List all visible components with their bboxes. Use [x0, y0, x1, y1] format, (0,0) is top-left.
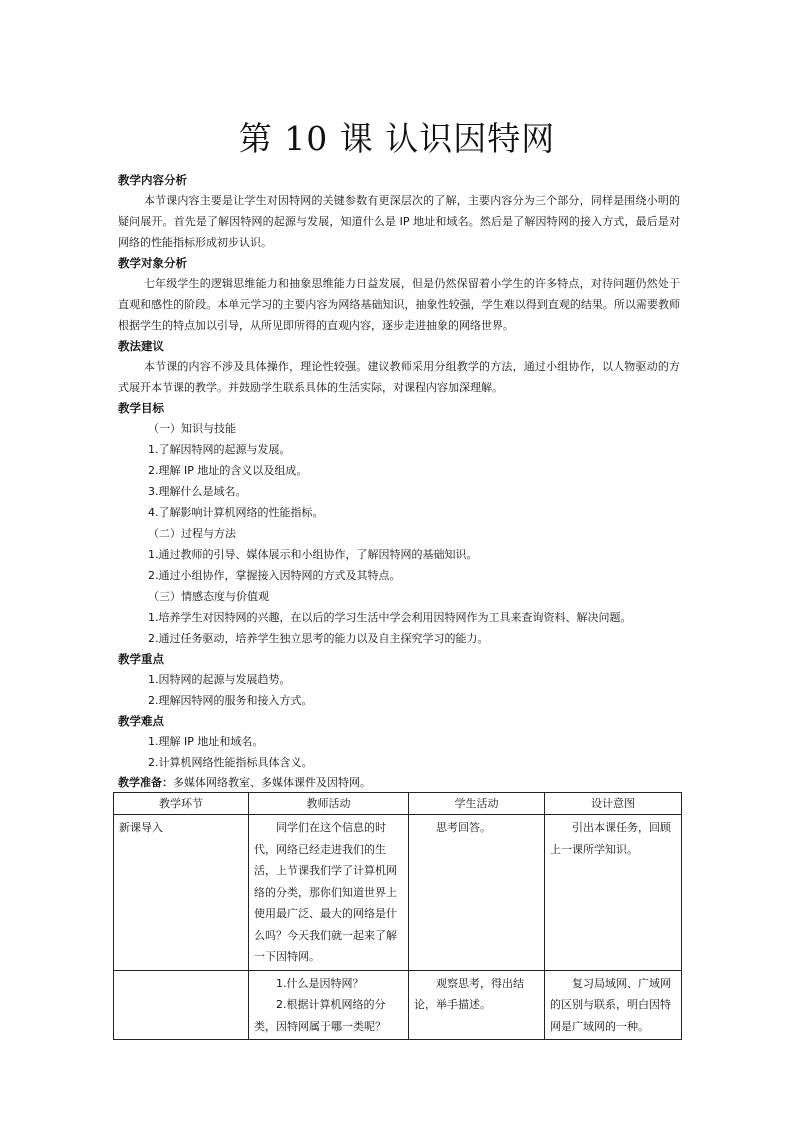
column-header-stage: 教学环节: [114, 793, 249, 815]
heading-teaching-suggestion: 教法建议: [118, 339, 164, 353]
heading-content-analysis: 教学内容分析: [118, 173, 187, 187]
key-point-item: 2.理解因特网的服务和接入方式。: [148, 694, 313, 707]
column-header-teacher: 教师活动: [249, 793, 409, 815]
lesson-content: [118, 170, 680, 793]
content-analysis-text: 本节课内容主要是让学生对因特网的关键参数有更深层次的了解，主要内容分为三个部分，同样是围绕小明的疑问展开。首先是了解因特网的起源与发展，知道什么是 IP 地址和域名。然后是了解因特网的接入方式，最后是对网络的性能指标形成初步认识。: [118, 194, 680, 249]
heading-object-analysis: 教学对象分析: [118, 256, 187, 270]
design-intent-cell: 引出本课任务，回顾上一课所学知识。: [545, 815, 682, 971]
goal-item: 1.通过教师的引导、媒体展示和小组协作，了解因特网的基础知识。: [148, 548, 478, 561]
preparation-label: 教学准备：: [118, 776, 173, 789]
difficult-point-item: 1.理解 IP 地址和域名。: [148, 735, 264, 748]
goal-item: 1.了解因特网的起源与发展。: [148, 443, 291, 456]
object-analysis-text: 七年级学生的逻辑思维能力和抽象思维能力日益发展，但是仍然保留着小学生的许多特点，对待问题仍然处于直观和感性的阶段。本单元学习的主要内容为网络基础知识，抽象性较强，学生难以得到直观的结果。所以需要教师根据学生的特点加以引导，从所见即所得的直观内容，逐步走进抽象的网络世界。: [118, 277, 680, 332]
column-header-student: 学生活动: [409, 793, 545, 815]
teaching-suggestion-text: 本节课的内容不涉及具体操作，理论性较强。建议教师采用分组教学的方法，通过小组协作，以人物驱动的方式展开本节课的教学。并鼓励学生联系具体的生活实际，对课程内容加深理解。: [118, 360, 680, 394]
goal-item: 3.理解什么是域名。: [148, 485, 247, 498]
table-header-row: [114, 793, 682, 815]
goal-item: 2.通过小组协作，掌握接入因特网的方式及其特点。: [148, 569, 401, 582]
design-intent-cell: 复习局域网、广域网的区别与联系，明白因特网是广域网的一种。: [545, 970, 682, 1040]
table-row: [114, 970, 682, 1040]
teacher-activity-cell: 同学们在这个信息的时代，网络已经走进我们的生活，上节课我们学了计算机网络的分类，那你们知道世界上使用最广泛、最大的网络是什么吗？今天我们就一起来了解一下因特网。: [249, 815, 409, 971]
difficult-point-item: 2.计算机网络性能指标具体含义。: [148, 756, 313, 769]
student-activity-cell: 思考回答。: [409, 815, 545, 971]
heading-key-points: 教学重点: [118, 652, 164, 666]
goal-item: 1.培养学生对因特网的兴趣，在以后的学习生活中学会利用因特网作为工具来查询资料、解决问题。: [148, 611, 632, 624]
teacher-activity-cell: [249, 970, 409, 1040]
preparation-text: 多媒体网络教室、多媒体课件及因特网。: [173, 776, 371, 789]
heading-teaching-goals: 教学目标: [118, 401, 164, 415]
teacher-question: 2.根据计算机网络的分类，因特网属于哪一类呢？: [254, 998, 386, 1033]
teaching-preparation: [118, 773, 680, 793]
goal-item: 4.了解影响计算机网络的性能指标。: [148, 506, 324, 519]
goal-group-title: （二）过程与方法: [148, 527, 236, 540]
goal-item: 2.理解 IP 地址的含义以及组成。: [148, 464, 308, 477]
heading-difficult-points: 教学难点: [118, 714, 164, 728]
table-row: [114, 815, 682, 971]
key-point-item: 1.因特网的起源与发展趋势。: [148, 673, 291, 686]
column-header-intent: 设计意图: [545, 793, 682, 815]
student-activity-cell: 观察思考，得出结论，举手描述。: [409, 970, 545, 1040]
page-title: 第 10 课 认识因特网: [238, 119, 556, 158]
teacher-question: 1.什么是因特网？: [276, 976, 364, 990]
goal-group-title: （一）知识与技能: [148, 422, 236, 435]
stage-cell: [114, 970, 249, 1040]
goal-group-title: （三）情感态度与价值观: [148, 590, 269, 603]
lesson-process-table: [113, 792, 682, 1040]
goal-item: 2.通过任务驱动，培养学生独立思考的能力以及自主探究学习的能力。: [148, 632, 489, 645]
stage-cell: 新课导入: [114, 815, 249, 971]
